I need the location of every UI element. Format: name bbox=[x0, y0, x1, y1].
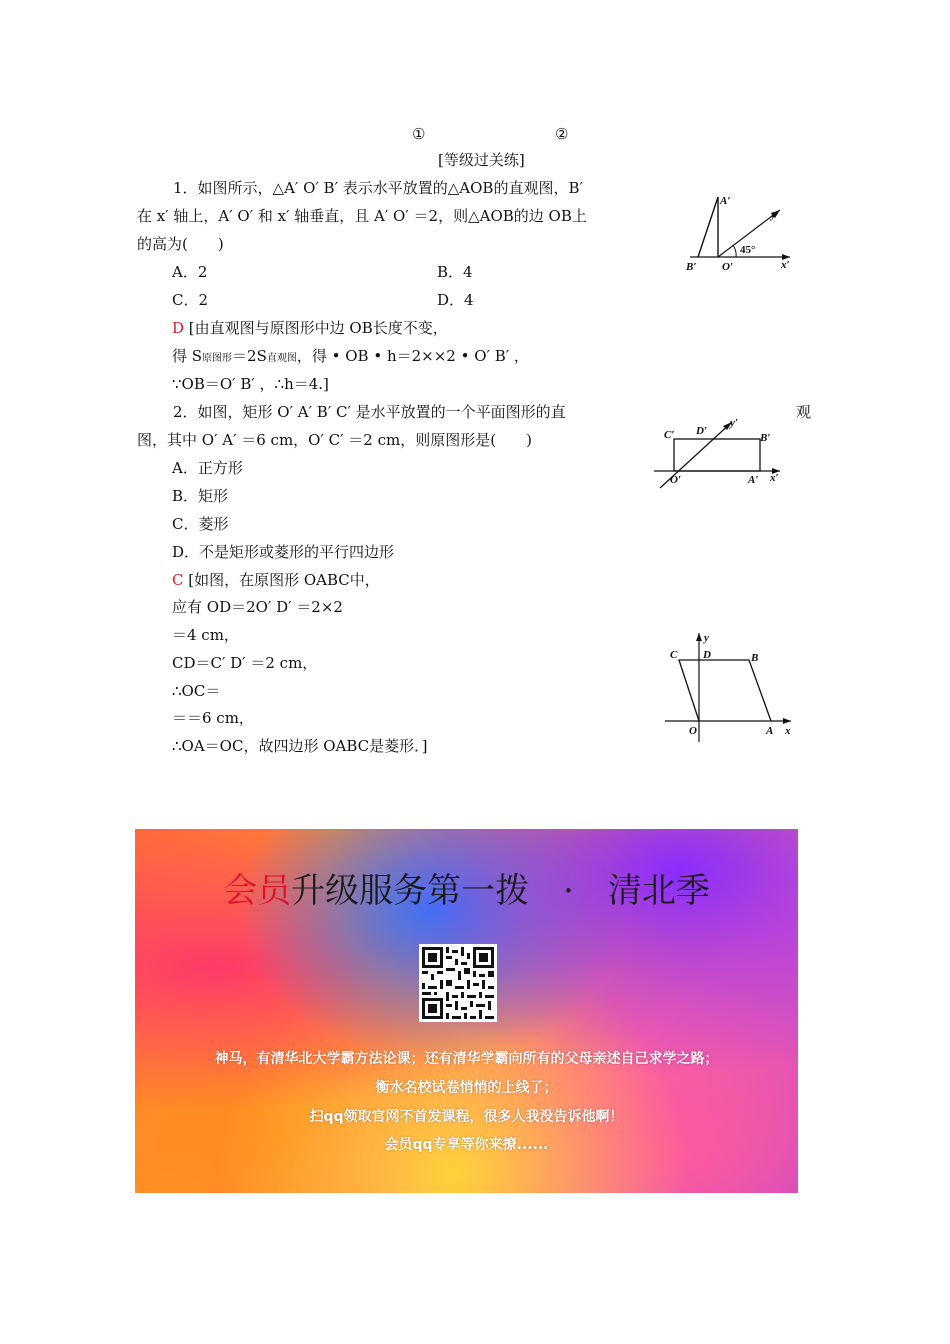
fig1-angle: 45° bbox=[740, 244, 756, 256]
q2-solution-line1: C [如图，在原图形 OABC中， bbox=[172, 571, 380, 589]
fig2-label-b: B′ bbox=[760, 432, 771, 444]
q1-line2: 在 x′ 轴上，A′ O′ 和 x′ 轴垂直，且 A′ O′ ＝2，则△AOB的边 OB上 bbox=[137, 207, 587, 225]
q1-line3: 的高为( ) bbox=[137, 235, 224, 253]
q2-option-c: C．菱形 bbox=[172, 515, 229, 533]
q1-figure bbox=[680, 192, 795, 276]
q2-line2: 图，其中 O′ A′ ＝6 cm，O′ C′ ＝2 cm，则原图形是( ) bbox=[137, 431, 532, 449]
fig2-label-c: C′ bbox=[664, 429, 675, 441]
fig1-label-y: y′ bbox=[771, 209, 779, 221]
q1-option-a: A．2 bbox=[172, 263, 208, 281]
fig3-label-c: C bbox=[670, 649, 678, 661]
fig1-label-o: O′ bbox=[722, 261, 734, 273]
q2-solution-line6: ＝＝6 cm， bbox=[172, 709, 254, 727]
qr-code-icon[interactable] bbox=[419, 944, 497, 1022]
q2-figure-oblique bbox=[652, 414, 787, 492]
q2-line1-tail: 观 bbox=[796, 403, 812, 421]
q2-option-b: B．矩形 bbox=[172, 487, 229, 505]
q1-solution-line2: 得 S原图形＝2S直观图，得 • OB • h＝2××2 • O′ B′ ， bbox=[172, 347, 529, 365]
q2-option-a: A．正方形 bbox=[172, 459, 243, 477]
fig2-label-y: y′ bbox=[730, 417, 738, 429]
fig3-label-o: O bbox=[689, 725, 697, 737]
marker-2: ② bbox=[555, 125, 569, 143]
banner-line-2: 衡水名校试卷悄悄的上线了； bbox=[375, 1080, 558, 1096]
q1-option-d: D．4 bbox=[437, 291, 474, 309]
fig3-label-d: D bbox=[703, 649, 711, 661]
q1-solution-line1: D [由直观图与原图形中边 OB长度不变， bbox=[172, 319, 448, 337]
q1-line1: 1．如图所示，△A′ O′ B′ 表示水平放置的△AOB的直观图，B′ bbox=[173, 179, 583, 197]
q2-solution-line5: ∴OC＝ bbox=[172, 682, 221, 700]
q2-solution-line3: ＝4 cm， bbox=[172, 626, 239, 644]
q2-option-d: D．不是矩形或菱形的平行四边形 bbox=[172, 543, 395, 561]
fig3-label-y: y bbox=[704, 632, 709, 644]
banner-line-3: 扫qq领取官网不首发课程，很多人我没告诉他啊！ bbox=[309, 1109, 624, 1125]
fig2-label-o: O′ bbox=[670, 474, 682, 486]
promo-banner[interactable] bbox=[135, 829, 798, 1193]
banner-line-1: 神马，有清华北大学霸方法论课；还有清华学霸向所有的父母亲述自己求学之路； bbox=[214, 1051, 719, 1067]
banner-title: 会员升级服务第一拨 · 清北季 bbox=[223, 871, 710, 911]
q1-answer-letter: D bbox=[172, 319, 185, 337]
q1-option-c: C．2 bbox=[172, 291, 209, 309]
fig1-label-x: x′ bbox=[781, 259, 790, 271]
marker-1: ① bbox=[412, 125, 426, 143]
fig2-label-x: x′ bbox=[770, 472, 779, 484]
q2-solution-line7: ∴OA＝OC，故四边形 OABC是菱形．] bbox=[172, 737, 428, 755]
fig1-label-b: B′ bbox=[686, 261, 697, 273]
q2-solution-line2: 应有 OD＝2O′ D′ ＝2×2 bbox=[172, 598, 343, 616]
fig2-label-d: D′ bbox=[696, 425, 708, 437]
fig3-label-b: B bbox=[751, 652, 759, 664]
q2-solution-line4: CD＝C′ D′ ＝2 cm， bbox=[172, 654, 318, 672]
q2-answer-letter: C bbox=[172, 571, 184, 589]
q2-figure-original bbox=[665, 630, 797, 746]
q1-option-b: B．4 bbox=[437, 263, 473, 281]
q1-solution-line3: ∵OB＝O′ B′ ，∴h＝4.] bbox=[172, 375, 329, 393]
fig3-label-a: A bbox=[766, 725, 774, 737]
section-title: [等级过关练] bbox=[438, 151, 525, 169]
fig1-label-a: A′ bbox=[720, 195, 731, 207]
fig2-label-a: A′ bbox=[748, 474, 759, 486]
fig3-label-x: x bbox=[785, 725, 791, 737]
banner-line-4: 会员qq专享等你来撩...... bbox=[384, 1137, 549, 1153]
q2-line1: 2．如图，矩形 O′ A′ B′ C′ 是水平放置的一个平面图形的直 bbox=[173, 403, 566, 421]
